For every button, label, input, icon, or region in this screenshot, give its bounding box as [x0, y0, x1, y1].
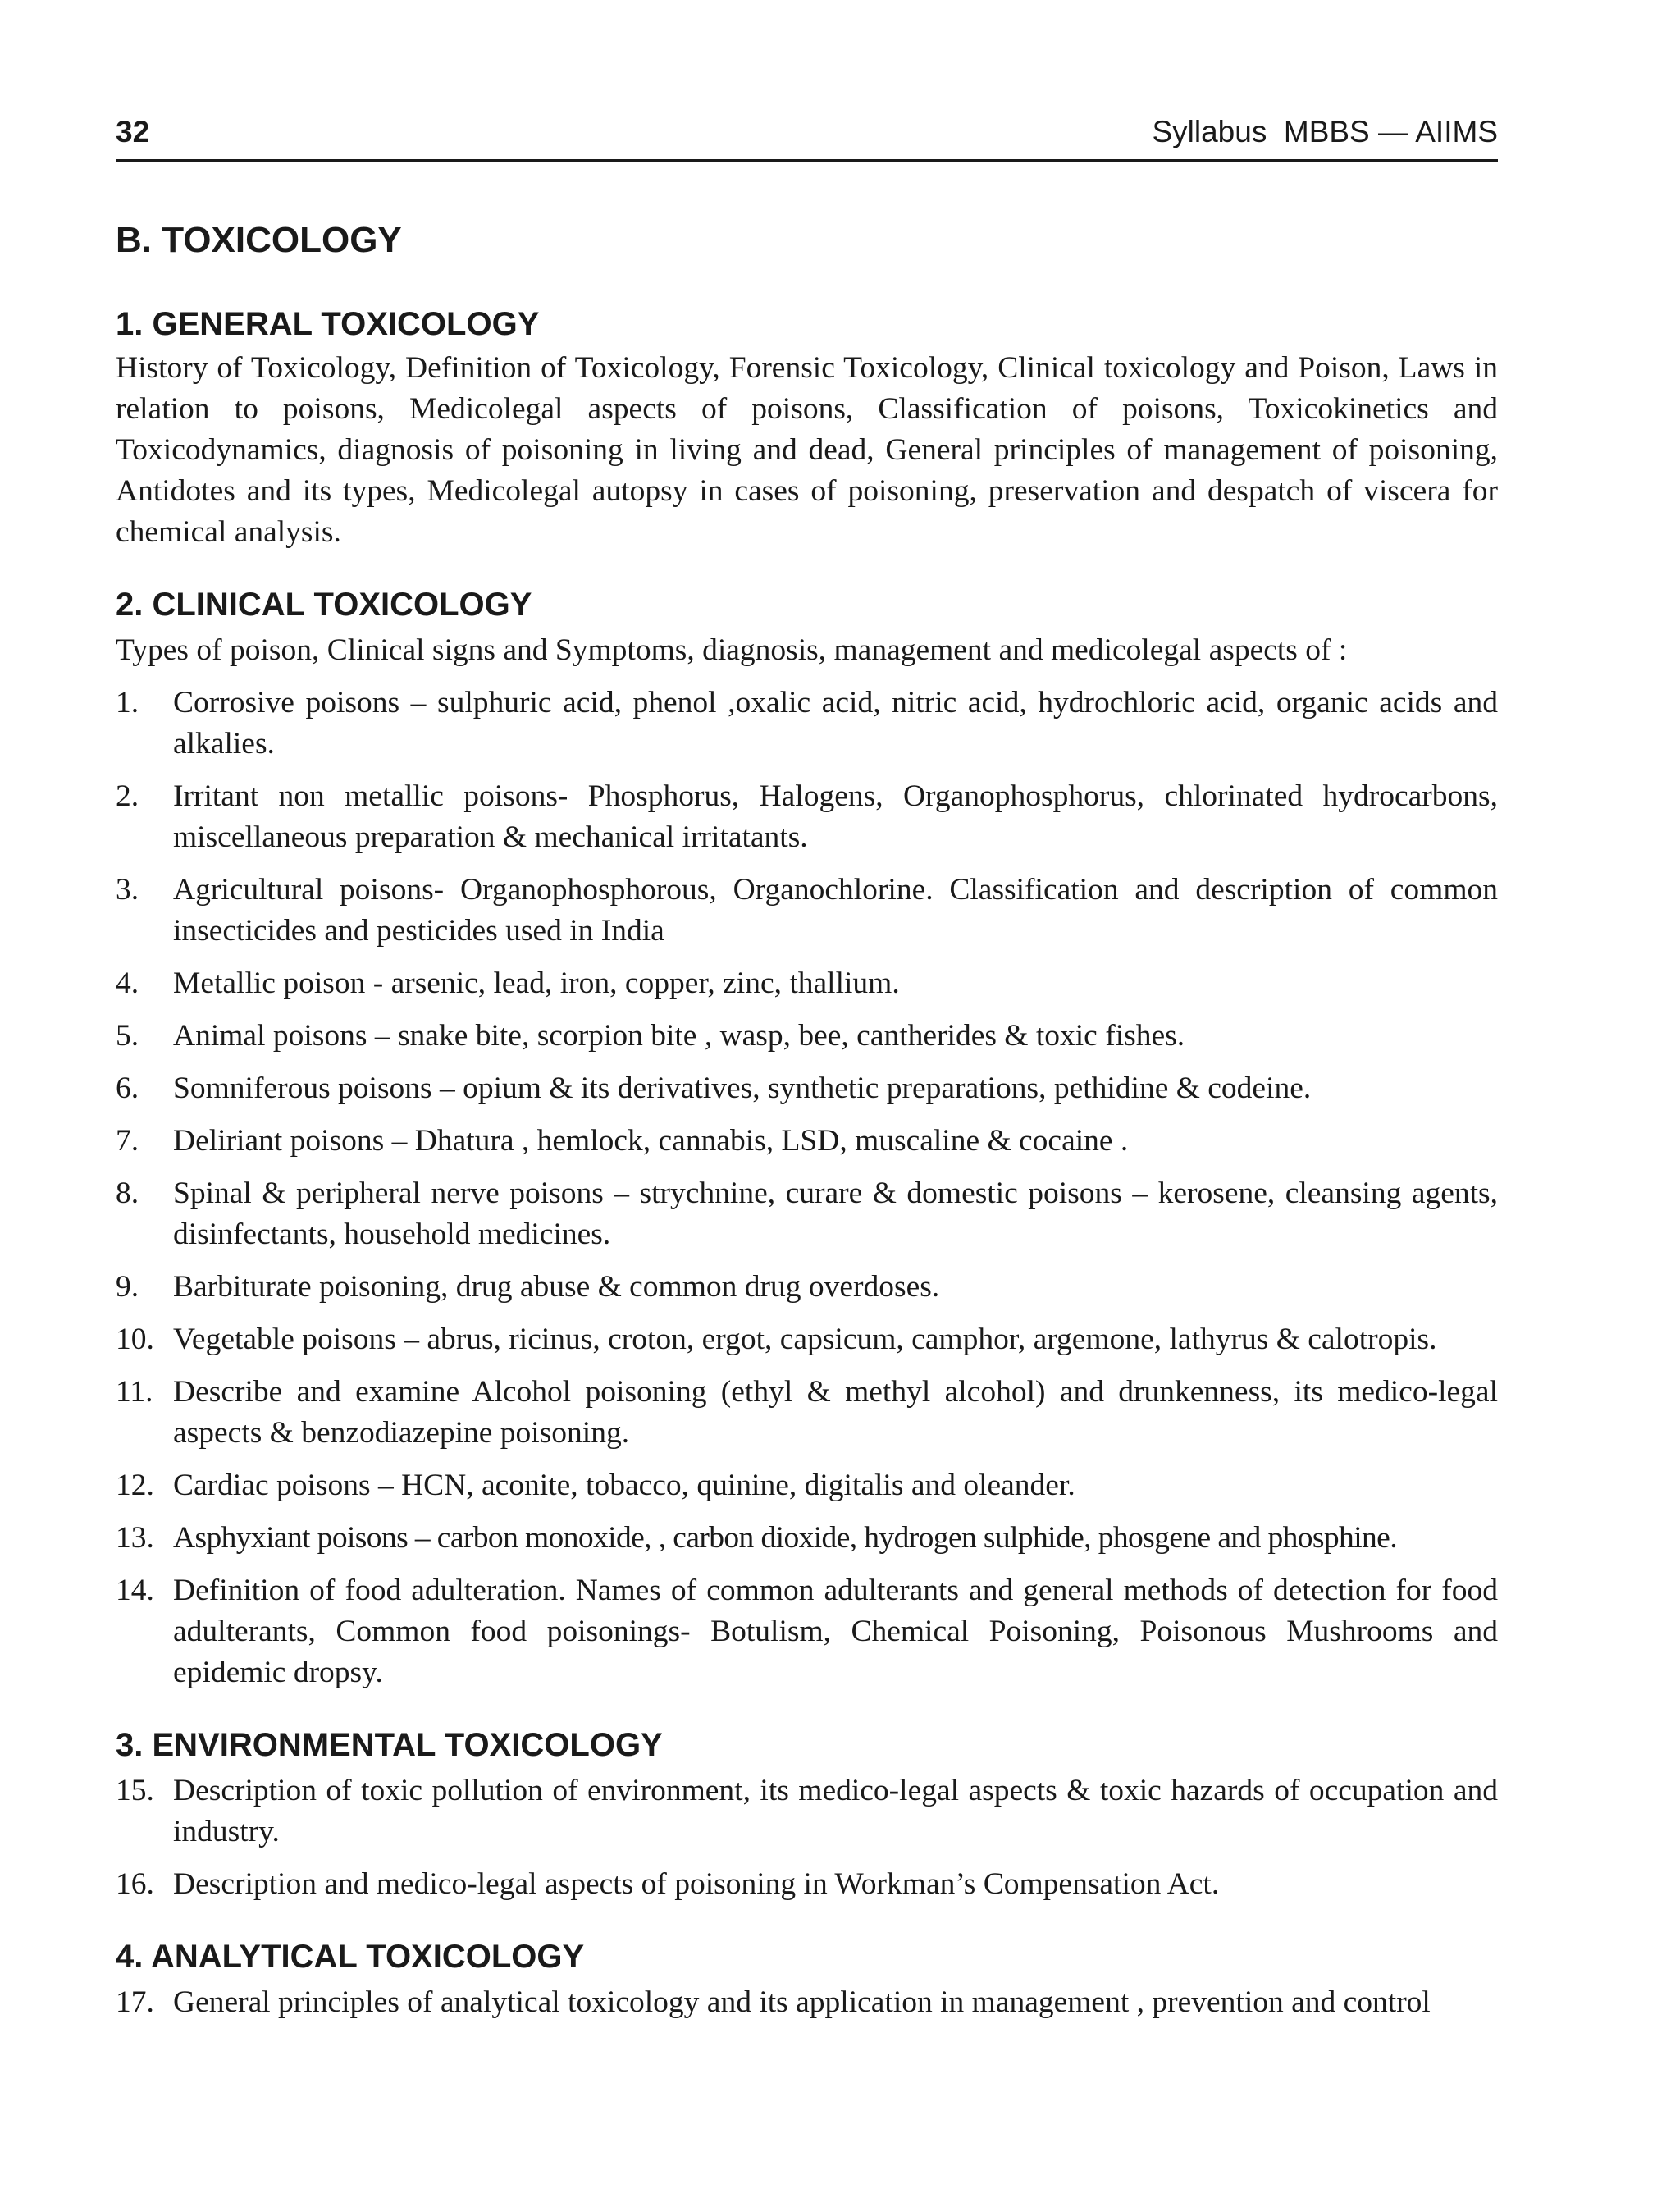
- list-item: [116, 683, 1498, 765]
- list-item: [116, 1372, 1498, 1454]
- header-rule: [116, 159, 1498, 162]
- page-number: 32: [116, 115, 150, 148]
- item-text: Asphyxiant poisons – carbon monoxide, , carbon dioxide, hydrogen sulphide, phosgene and phosphine.: [173, 1521, 1397, 1555]
- item-text: Describe and examine Alcohol poisoning (ethyl & methyl alcohol) and drunkenness, its medico-legal aspects & benzodiazepine poisoning.: [173, 1375, 1498, 1450]
- item-number: 5.: [116, 1019, 139, 1053]
- list-item: [116, 1267, 1498, 1308]
- item-number: 2.: [116, 779, 139, 813]
- list-item: [116, 1068, 1498, 1109]
- list-item: [116, 1121, 1498, 1162]
- item-number: 4.: [116, 966, 139, 1000]
- item-text: Description of toxic pollution of environment, its medico-legal aspects & toxic hazards of occupation and industry.: [173, 1774, 1498, 1848]
- item-text: Deliriant poisons – Dhatura , hemlock, cannabis, LSD, muscaline & cocaine .: [173, 1124, 1129, 1158]
- item-text: Barbiturate poisoning, drug abuse & common drug overdoses.: [173, 1270, 940, 1304]
- item-number: 15.: [116, 1774, 154, 1807]
- list-item: [116, 1465, 1498, 1506]
- item-number: 3.: [116, 873, 139, 907]
- item-number: 1.: [116, 686, 139, 720]
- item-number: 10.: [116, 1323, 154, 1356]
- page-header: [116, 108, 1498, 158]
- item-text: Corrosive poisons – sulphuric acid, phenol ,oxalic acid, nitric acid, hydrochloric acid, organic acids and alkalies.: [173, 686, 1498, 761]
- item-number: 12.: [116, 1469, 154, 1502]
- item-number: 8.: [116, 1176, 139, 1210]
- section-heading-clinical: 2. CLINICAL TOXICOLOGY: [116, 587, 532, 623]
- item-text: Definition of food adulteration. Names of common adulterants and general methods of detection for food adulterants, Common food poisonings- Botulism, Chemical Poisoning, Poisonous Mushrooms and epidemic dropsy.: [173, 1574, 1498, 1689]
- list-item: [116, 1518, 1498, 1559]
- running-title: Syllabus MBBS — AIIMS: [1152, 115, 1498, 148]
- item-text: Spinal & peripheral nerve poisons – strychnine, curare & domestic poisons – kerosene, cleansing agents, disinfectants, household medicines.: [173, 1176, 1498, 1251]
- section-heading-general: 1. GENERAL TOXICOLOGY: [116, 306, 540, 342]
- list-item: [116, 1016, 1498, 1057]
- item-number: 16.: [116, 1867, 154, 1901]
- item-text: Irritant non metallic poisons- Phosphorus, Halogens, Organophosphorus, chlorinated hydrocarbons, miscellaneous preparation & mechanical irritatants.: [173, 779, 1498, 854]
- item-text: Description and medico-legal aspects of poisoning in Workman’s Compensation Act.: [173, 1867, 1220, 1901]
- list-item: [116, 1570, 1498, 1693]
- item-text: Somniferous poisons – opium & its derivatives, synthetic preparations, pethidine & codeine.: [173, 1071, 1312, 1105]
- item-text: Vegetable poisons – abrus, ricinus, croton, ergot, capsicum, camphor, argemone, lathyrus & calotropis.: [173, 1323, 1437, 1356]
- list-item: [116, 1319, 1498, 1360]
- item-text: Metallic poison - arsenic, lead, iron, copper, zinc, thallium.: [173, 966, 900, 1000]
- list-item: [116, 1864, 1498, 1905]
- list-item: [116, 870, 1498, 952]
- list-item: [116, 1770, 1498, 1853]
- item-text: General principles of analytical toxicology and its application in management , prevention and control: [173, 1985, 1431, 2019]
- item-number: 6.: [116, 1071, 139, 1105]
- item-text: Agricultural poisons- Organophosphorous, Organochlorine. Classification and description of common insecticides and pesticides used in India: [173, 873, 1498, 948]
- item-number: 9.: [116, 1270, 139, 1304]
- section-heading-environmental: 3. ENVIRONMENTAL TOXICOLOGY: [116, 1727, 663, 1763]
- section-intro-clinical: Types of poison, Clinical signs and Symptoms, diagnosis, management and medicolegal aspects of :: [116, 633, 1348, 667]
- item-number: 11.: [116, 1375, 153, 1409]
- analytical-list: [116, 1982, 1498, 2023]
- environmental-list: [116, 1770, 1498, 1905]
- item-number: 7.: [116, 1124, 139, 1158]
- section-heading-analytical: 4. ANALYTICAL TOXICOLOGY: [116, 1939, 585, 1975]
- item-text: Animal poisons – snake bite, scorpion bite , wasp, bee, cantherides & toxic fishes.: [173, 1019, 1185, 1053]
- page-title: B. TOXICOLOGY: [116, 220, 402, 260]
- list-item: [116, 1982, 1498, 2023]
- list-item: [116, 963, 1498, 1004]
- list-item: [116, 1173, 1498, 1255]
- item-number: 14.: [116, 1574, 154, 1607]
- item-number: 17.: [116, 1985, 154, 2019]
- list-item: [116, 776, 1498, 858]
- section-text-general: History of Toxicology, Definition of Toxicology, Forensic Toxicology, Clinical toxicology and Poison, Laws in relation to poisons, Medicolegal aspects of poisons, Classification of poisons, Toxicokinetics and Toxicodynamics, diagnosis of poisoning in living and dead, General principles of management of poisoning, Antidotes and its types, Medicolegal autopsy in cases of poisoning, preservation and despatch of viscera for chemical analysis.: [116, 351, 1498, 549]
- document-body: [116, 304, 1498, 2035]
- item-text: Cardiac poisons – HCN, aconite, tobacco, quinine, digitalis and oleander.: [173, 1469, 1075, 1502]
- clinical-list: [116, 683, 1498, 1693]
- item-number: 13.: [116, 1521, 154, 1555]
